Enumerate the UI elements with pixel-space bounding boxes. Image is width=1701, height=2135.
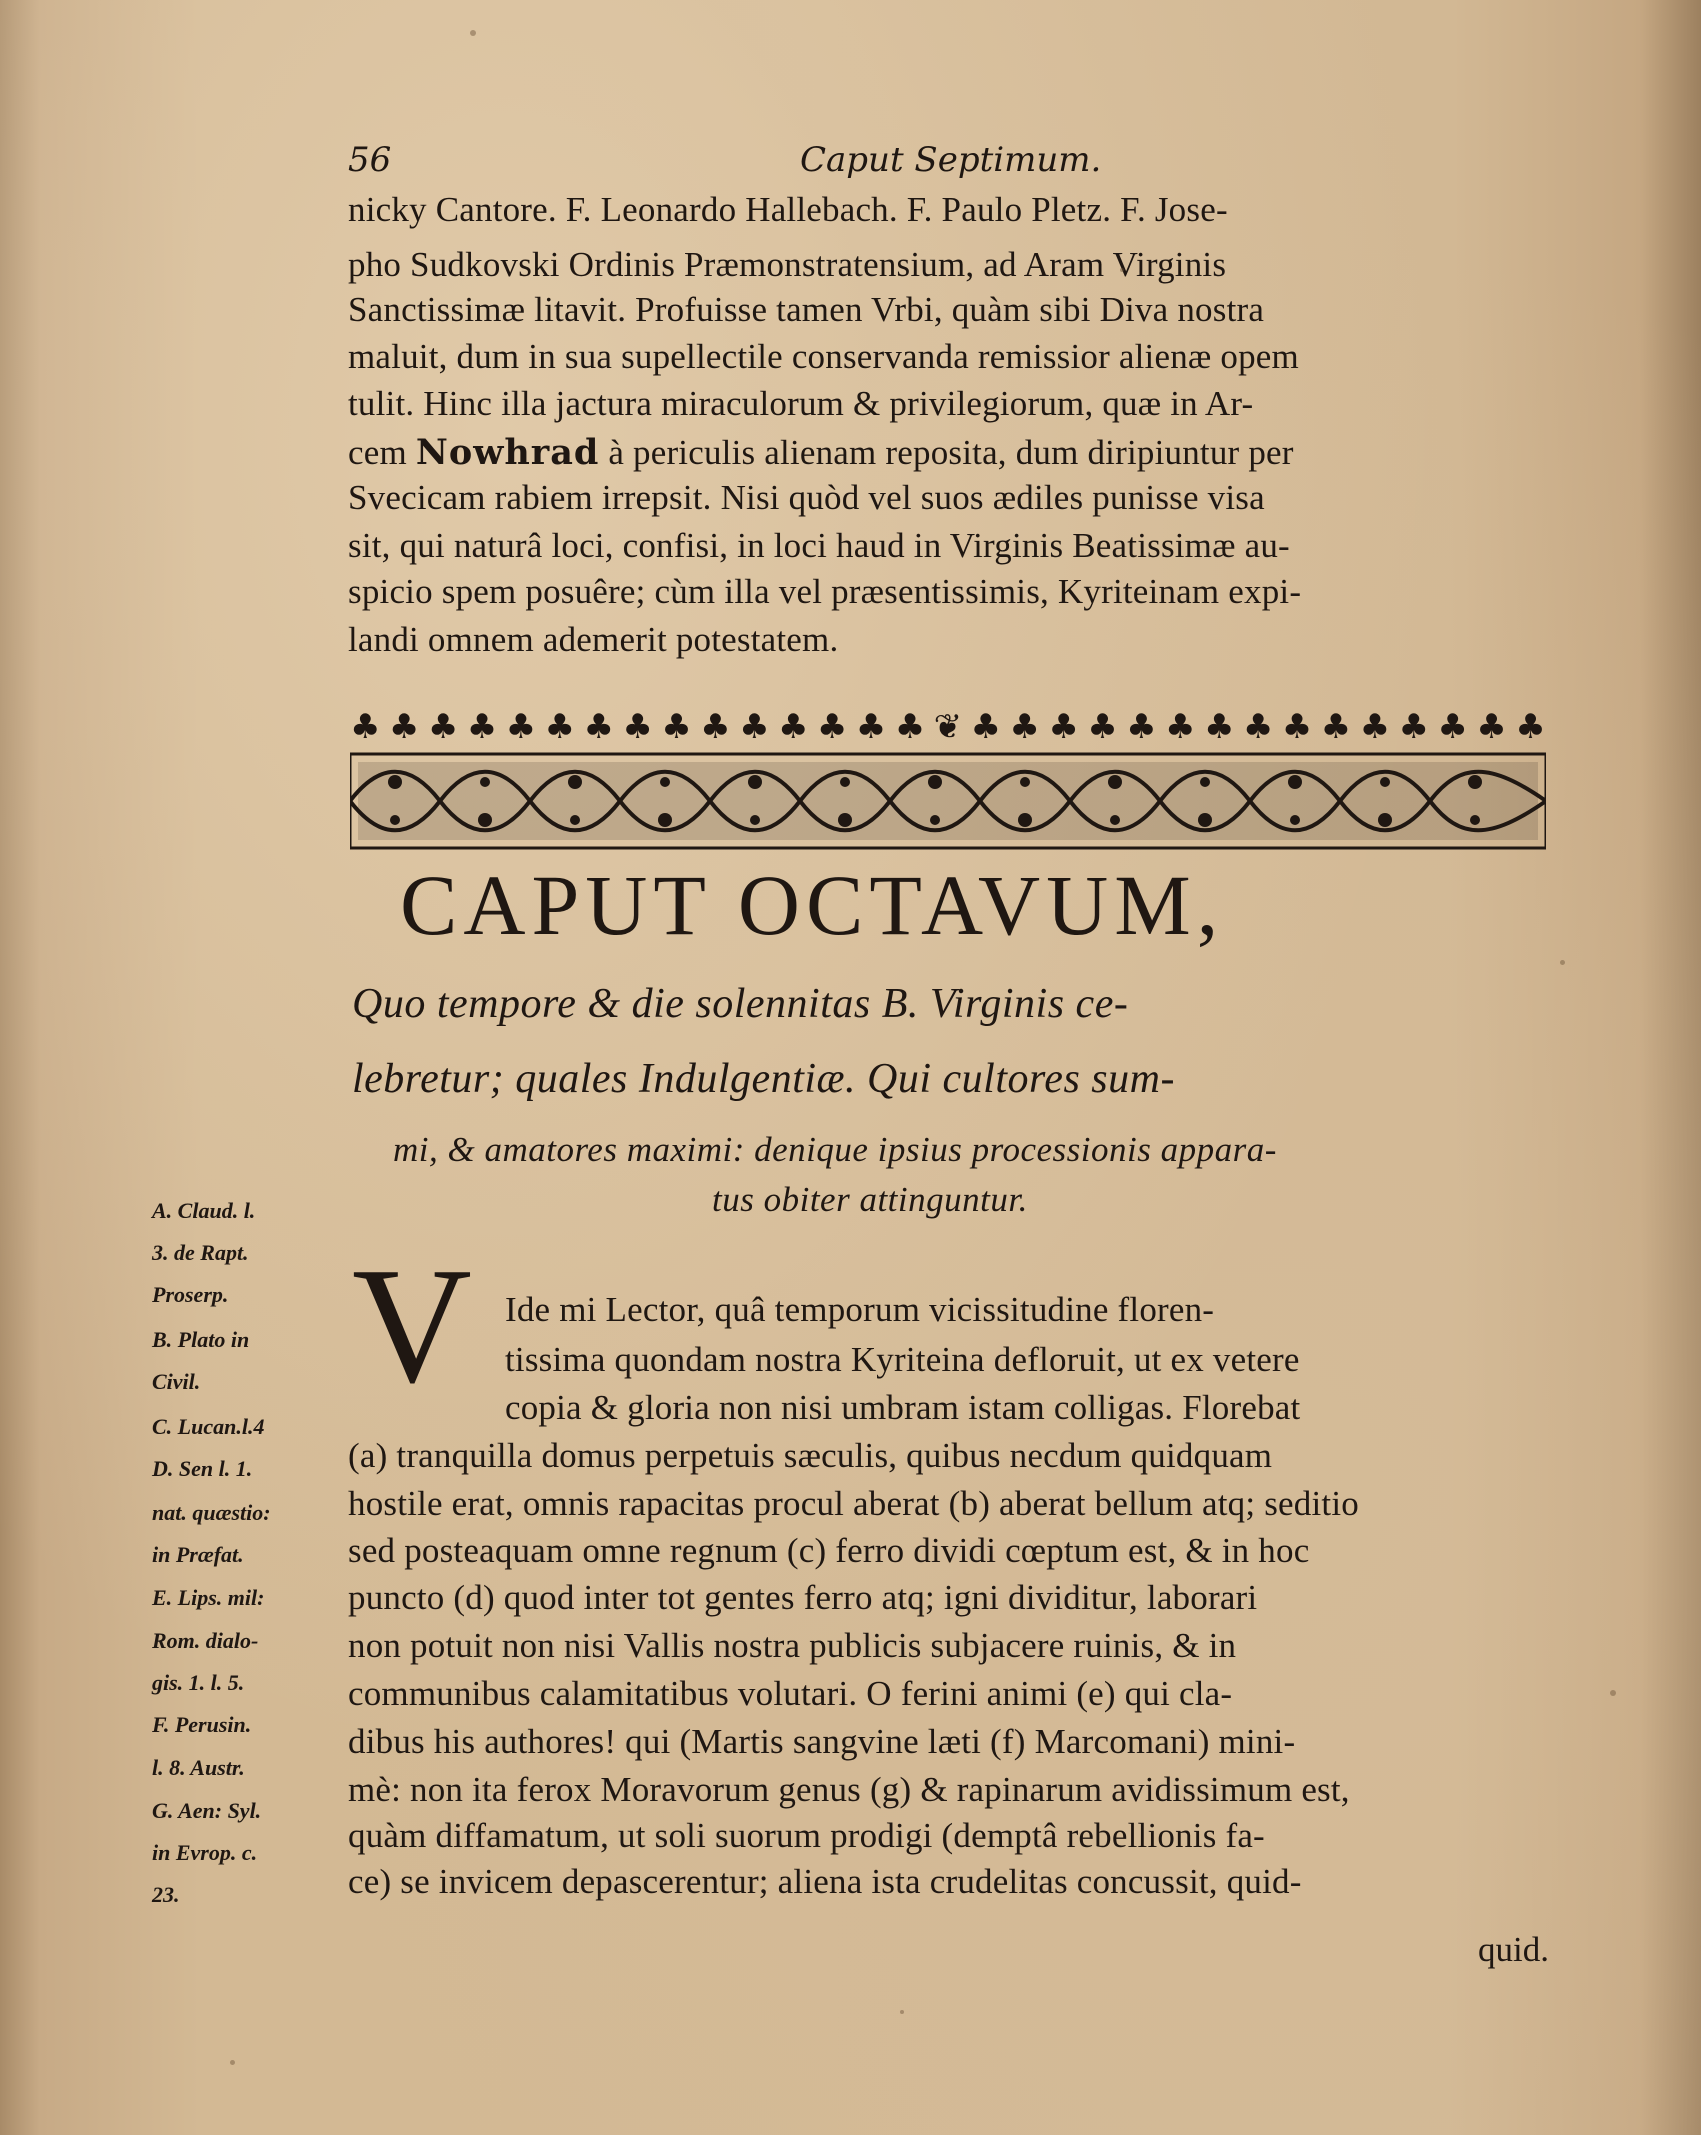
fleuron-row-ornament: ♣ ♣ ♣ ♣ ♣ ♣ ♣ ♣ ♣ ♣ ♣ ♣ ♣ ♣ ♣ ❦ ♣ ♣ ♣ ♣ ♣ ♣ ♣ ♣ ♣ ♣ ♣ ♣ ♣ ♣ ♣ [350, 707, 1546, 747]
text-line: Ide mi Lector, quâ temporum vicissitudine floren- [505, 1290, 1215, 1329]
margin-note: 23. [152, 1882, 180, 1907]
page-number: 56 [348, 140, 392, 180]
line-end: à periculis alienam reposita, dum diripiuntur per [608, 433, 1294, 472]
text-line: hostile erat, omnis rapacitas procul aberat (b) aberat bellum atq; seditio [348, 1484, 1359, 1523]
text-line: spicio spem posuêre; cùm illa vel præsentissimis, Kyriteinam expi- [348, 572, 1302, 611]
text-line: sed posteaquam omne regnum (c) ferro dividi cœptum est, & in hoc [348, 1531, 1310, 1570]
drop-cap-initial: V [352, 1233, 472, 1417]
margin-note: D. Sen l. 1. [152, 1456, 253, 1481]
margin-note: in Evrop. c. [152, 1840, 258, 1865]
place-name-blackletter: Nowhrad [415, 432, 600, 473]
text-line: Sanctissimæ litavit. Profuisse tamen Vrbi, quàm sibi Diva nostra [348, 290, 1265, 329]
subtitle-line: Quo tempore & die solennitas B. Virginis ce- [352, 981, 1129, 1027]
text-line: communibus calamitatibus volutari. O ferini animi (e) qui cla- [348, 1674, 1233, 1713]
margin-note: B. Plato in [152, 1327, 250, 1352]
text-line: nicky Cantore. F. Leonardo Hallebach. F. Paulo Pletz. F. Jose- [348, 190, 1228, 229]
text-line: copia & gloria non nisi umbram istam colligas. Florebat [505, 1388, 1301, 1427]
margin-note: 3. de Rapt. [152, 1240, 249, 1265]
text-line: (a) tranquilla domus perpetuis sæculis, quibus necdum quidquam [348, 1436, 1273, 1475]
text-line: sit, qui naturâ loci, confisi, in loci haud in Virginis Beatissimæ au- [348, 526, 1290, 565]
margin-note: Proserp. [152, 1282, 229, 1307]
margin-note: Rom. dialo- [152, 1628, 259, 1653]
margin-note: G. Aen: Syl. [152, 1798, 262, 1823]
margin-note: l. 8. Austr. [152, 1755, 245, 1780]
margin-note: gis. 1. l. 5. [152, 1670, 245, 1695]
margin-note: C. Lucan.l.4 [152, 1414, 265, 1439]
text-line-with-place-name [348, 432, 1294, 473]
margin-note: E. Lips. mil: [152, 1585, 265, 1610]
text-line: landi omnem ademerit potestatem. [348, 620, 839, 659]
text-line: tissima quondam nostra Kyriteina defloruit, ut ex vetere [505, 1340, 1300, 1379]
margin-note: F. Perusin. [152, 1712, 252, 1737]
text-line: mè: non ita ferox Moravorum genus (g) & rapinarum avidissimum est, [348, 1770, 1350, 1809]
subtitle-line: tus obiter attinguntur. [712, 1180, 1028, 1219]
text-line: quàm diffamatum, ut soli suorum prodigi (demptâ rebellionis fa- [348, 1816, 1265, 1855]
scrollwork-band-ornament [350, 752, 1546, 850]
text-line: pho Sudkovski Ordinis Præmonstratensium, ad Aram Virginis [348, 245, 1227, 284]
text-line: puncto (d) quod inter tot gentes ferro atq; igni dividitur, laborari [348, 1578, 1258, 1617]
line-start: cem [348, 433, 407, 472]
catchword: quid. [1478, 1930, 1549, 1969]
text-line: ce) se invicem depascerentur; aliena ista crudelitas concussit, quid- [348, 1862, 1302, 1901]
chapter-title: CAPUT OCTAVUM, [400, 857, 1225, 953]
text-line: maluit, dum in sua supellectile conservanda remissior alienæ opem [348, 337, 1299, 376]
margin-note: A. Claud. l. [152, 1198, 256, 1223]
margin-note: in Præfat. [152, 1542, 244, 1567]
subtitle-line: lebretur; quales Indulgentiæ. Qui cultores sum- [352, 1056, 1175, 1102]
text-line: tulit. Hinc illa jactura miraculorum & privilegiorum, quæ in Ar- [348, 384, 1254, 423]
margin-note: Civil. [152, 1369, 201, 1394]
margin-note: nat. quæstio: [152, 1500, 271, 1525]
subtitle-line: mi, & amatores maximi: denique ipsius processionis appara- [393, 1130, 1277, 1169]
text-line: Svecicam rabiem irrepsit. Nisi quòd vel suos ædiles punisse visa [348, 478, 1265, 517]
running-title: Caput Septimum. [800, 140, 1102, 180]
text-line: dibus his authores! qui (Martis sangvine læti (f) Marcomani) mini- [348, 1722, 1296, 1761]
text-line: non potuit non nisi Vallis nostra publicis subjacere ruinis, & in [348, 1626, 1237, 1665]
